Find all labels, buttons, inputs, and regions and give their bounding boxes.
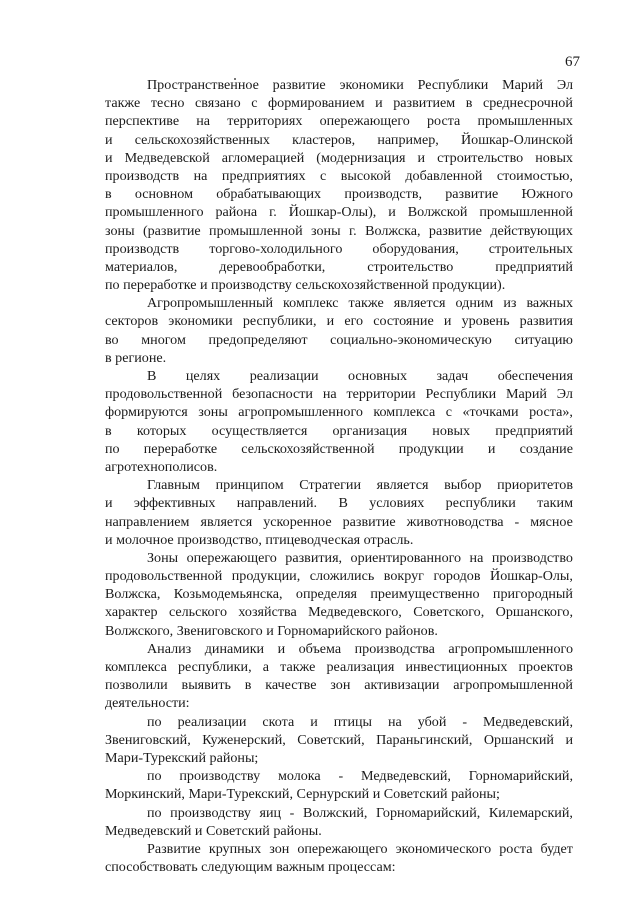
word: Куженерский, — [202, 731, 286, 748]
word: и — [443, 313, 452, 330]
text-line — [105, 112, 573, 130]
line-text: в регионе. — [105, 349, 167, 366]
word: Анализ — [147, 640, 192, 657]
word: ориентированного — [350, 549, 462, 566]
word: переработке — [143, 440, 218, 457]
word: динамики — [204, 640, 265, 657]
paragraph — [105, 804, 573, 840]
word: опережающего — [186, 549, 277, 566]
paragraph — [105, 840, 573, 876]
text-line — [105, 713, 573, 731]
word: направлением — [105, 513, 190, 530]
word: реализации — [249, 368, 319, 384]
word: развитие — [342, 513, 396, 530]
text-line — [105, 76, 573, 94]
line-text: Волжского, Звениговского и Горномарийского районов. — [105, 622, 438, 639]
word: сельскохозяйственной — [241, 440, 375, 457]
word: развития, — [285, 549, 343, 566]
word: формируются — [105, 404, 188, 421]
word: материалов, — [105, 258, 178, 275]
word: предприятиях — [221, 167, 306, 184]
word: на — [196, 113, 211, 130]
paragraph — [105, 76, 573, 294]
word: сложились — [309, 568, 375, 585]
word: производств — [105, 167, 180, 184]
word: сельскохозяйственных — [134, 131, 270, 148]
word: Волжска, — [105, 586, 161, 603]
word: Звениговский, — [105, 731, 191, 748]
word: и — [105, 149, 113, 166]
word: Стратегии — [299, 477, 362, 494]
word: позволили — [105, 677, 168, 694]
word: по — [147, 768, 162, 785]
word: пригородный — [492, 586, 573, 603]
word: комплекса — [105, 659, 167, 675]
word: стоимостью, — [496, 167, 573, 184]
word: Главным — [147, 477, 200, 494]
text-line — [105, 494, 573, 512]
text-line — [105, 203, 573, 221]
word: из — [503, 295, 517, 312]
text-line — [105, 785, 573, 803]
document-body — [105, 76, 573, 876]
word: Пространственное — [147, 77, 259, 93]
word: осуществляется — [211, 422, 308, 439]
word: основном — [134, 186, 193, 203]
word: и — [277, 640, 286, 657]
word: продовольственной — [105, 568, 223, 585]
word: (развитие — [142, 222, 201, 239]
word: на — [469, 549, 484, 566]
word: определяя — [295, 586, 358, 603]
word: по — [105, 440, 120, 457]
word: является — [393, 295, 446, 312]
word: зоны — [311, 222, 341, 239]
text-line — [105, 767, 573, 785]
word: животноводства — [406, 513, 504, 530]
word: перспективе — [105, 113, 180, 130]
word: Горномарийский, — [376, 804, 481, 821]
word: убой — [417, 713, 447, 730]
text-line — [105, 367, 573, 385]
word: Оршанский — [483, 731, 554, 748]
text-line — [105, 822, 573, 840]
word: Медведевский, — [360, 768, 451, 785]
word: обеспечения — [497, 368, 573, 384]
word: ускоренное — [263, 513, 332, 530]
line-text: Моркинский, Мари-Турекский, Сернурский и Советский районы; — [105, 786, 500, 803]
word: зон — [330, 677, 351, 694]
word: Килемарский, — [488, 804, 573, 821]
line-text: способствовать следующим важным процессам: — [105, 859, 396, 876]
word: опережающего — [297, 840, 388, 857]
word: инвестиционных — [405, 659, 508, 675]
text-line — [105, 185, 573, 203]
word: строительство — [437, 149, 524, 166]
text-line — [105, 731, 573, 749]
text-line — [105, 167, 573, 185]
word: выявить — [181, 677, 231, 694]
word: района — [215, 204, 258, 221]
word: г. — [348, 222, 357, 239]
line-text: агротехнополисов. — [105, 458, 218, 475]
word: мясное — [530, 513, 573, 530]
word: одним — [455, 295, 494, 312]
word: республики, — [177, 659, 252, 675]
word: его — [344, 313, 364, 330]
word: крупных — [208, 840, 262, 857]
word: на — [322, 386, 337, 403]
word: направлений. — [236, 495, 318, 512]
word: тесно — [150, 95, 185, 112]
word: новых — [432, 422, 471, 439]
word: Марий — [506, 386, 547, 403]
word: качестве — [265, 677, 317, 694]
text-line — [105, 276, 573, 294]
word: развитие — [445, 186, 499, 203]
word: состояние — [373, 313, 434, 330]
text-line — [105, 676, 573, 694]
word: предопределяют — [208, 331, 308, 348]
word: и — [388, 204, 396, 221]
word: новых — [535, 149, 573, 166]
text-line — [105, 603, 573, 621]
word: уровень — [461, 313, 510, 330]
word: развитием — [393, 95, 456, 112]
word: связано — [195, 95, 241, 112]
word: по — [147, 713, 162, 730]
word: и — [375, 95, 383, 112]
word: обрабатывающих — [216, 186, 322, 203]
word: В — [338, 495, 348, 512]
word: социально-экономическую — [330, 331, 492, 348]
word: экономики — [168, 313, 233, 330]
word: с — [445, 404, 452, 421]
word: формированием — [268, 95, 365, 112]
word: яиц — [259, 804, 282, 821]
word: - — [462, 713, 468, 730]
word: принципом — [215, 477, 284, 494]
paragraph — [105, 549, 573, 640]
text-line — [105, 513, 573, 531]
word: и — [105, 495, 113, 512]
word: Эл — [556, 77, 573, 93]
word: Волжской — [407, 204, 468, 221]
word: предприятий — [495, 258, 573, 275]
word: Йошкар-Олинской — [460, 131, 573, 148]
text-line — [105, 349, 573, 367]
word: хозяйства — [238, 604, 297, 621]
word: развитие — [428, 222, 482, 239]
paragraph — [105, 713, 573, 768]
word: республики — [445, 495, 516, 512]
word: городов — [433, 568, 481, 585]
word: реализации — [177, 713, 247, 730]
word: опережающего — [319, 113, 410, 130]
text-line — [105, 131, 573, 149]
word: производства — [354, 640, 435, 657]
word: агропромышленной — [453, 677, 573, 694]
word: а — [262, 659, 269, 675]
word: - — [289, 804, 295, 821]
text-line — [105, 312, 573, 330]
word: во — [105, 331, 119, 348]
word: Республики — [417, 77, 489, 93]
word: строительных — [488, 240, 573, 257]
text-line — [105, 858, 573, 876]
text-line — [105, 458, 573, 476]
text-line — [105, 94, 573, 112]
word: организация — [332, 422, 408, 439]
text-line — [105, 622, 573, 640]
text-line — [105, 694, 573, 712]
word: реализация — [326, 659, 395, 675]
text-line — [105, 258, 573, 276]
line-text: по переработке и производству сельскохозяйственной продукции). — [105, 277, 506, 294]
word: Медведевский, — [483, 713, 573, 730]
word: сельского — [168, 604, 228, 621]
word: промышленного — [105, 204, 204, 221]
word: территории — [346, 386, 416, 403]
word: промышленной — [209, 222, 303, 239]
word: роста», — [529, 404, 573, 421]
word: развитие — [272, 77, 326, 93]
word: условиях — [369, 495, 425, 512]
word: преимущественно — [370, 586, 480, 603]
word: агропромышленного — [448, 640, 573, 657]
word: производств — [105, 240, 180, 257]
word: Развитие — [147, 840, 201, 857]
word: среднесрочной — [482, 95, 573, 112]
word: комплекса — [373, 404, 436, 421]
word: таким — [537, 495, 573, 512]
word: в — [244, 677, 252, 694]
word: на — [193, 167, 208, 184]
word: роста — [499, 840, 533, 857]
word: с — [251, 95, 258, 112]
word: предприятий — [495, 422, 573, 439]
word: агломерацией — [221, 149, 305, 166]
word: и — [417, 149, 426, 166]
word: г. — [269, 204, 277, 221]
text-line — [105, 422, 573, 440]
paragraph — [105, 640, 573, 713]
word: Оршанского, — [495, 604, 573, 621]
word: зоны — [198, 404, 228, 421]
word: Медведевского, — [308, 604, 402, 621]
word: и — [326, 313, 335, 330]
word: по — [147, 804, 162, 821]
text-line — [105, 549, 573, 567]
line-text: Мари-Турекский районы; — [105, 749, 259, 766]
word: продовольственной — [105, 386, 223, 403]
word: комплекс — [283, 295, 339, 312]
text-line — [105, 476, 573, 494]
word: вокруг — [383, 568, 424, 585]
word: Южного — [521, 186, 573, 203]
line-text: и молочное производство, птицеводческая отрасль. — [105, 531, 414, 548]
text-line — [105, 840, 573, 858]
word: республики, — [242, 313, 317, 330]
word: производству — [179, 768, 261, 785]
word: которых — [136, 422, 187, 439]
word: активизации — [364, 677, 440, 694]
paragraph — [105, 767, 573, 803]
word: экономического — [395, 840, 492, 857]
word: Йошкар-Олы), — [288, 204, 377, 221]
word: Республики — [425, 386, 497, 403]
word: производству — [170, 804, 251, 821]
word: будет — [540, 840, 573, 857]
word: Горномарийский, — [468, 768, 573, 785]
word: Советский, — [297, 731, 365, 748]
word: ситуацию — [514, 331, 573, 348]
word: молока — [277, 768, 321, 785]
word: важных — [526, 295, 573, 312]
word: В — [147, 368, 157, 384]
word: основных — [348, 368, 407, 384]
word: птицы — [333, 713, 373, 730]
text-line — [105, 585, 573, 603]
word: является — [376, 477, 429, 494]
word: в — [105, 422, 112, 439]
word: деревообработки, — [219, 258, 326, 275]
paragraph — [105, 476, 573, 549]
word: с — [320, 167, 327, 184]
word: выбор — [444, 477, 482, 494]
word: на — [387, 713, 402, 730]
word: Медведевской — [124, 149, 210, 166]
word: характер — [105, 604, 158, 621]
word: промышленных — [477, 113, 573, 130]
word: «точками — [462, 404, 519, 421]
page-number: 67 — [565, 54, 580, 70]
text-line — [105, 403, 573, 421]
word: Волжска, — [365, 222, 421, 239]
word: строительство — [367, 258, 454, 275]
text-line — [105, 658, 573, 676]
word: безопасности — [232, 386, 313, 403]
word: Волжский, — [302, 804, 368, 821]
word: кластеров, — [292, 131, 356, 148]
word: - — [338, 768, 344, 785]
text-line — [105, 331, 573, 349]
paragraph — [105, 367, 573, 476]
word: Эл — [556, 386, 573, 403]
text-line — [105, 240, 573, 258]
word: (модернизация — [316, 149, 406, 166]
word: роста — [427, 113, 461, 130]
word: целях — [185, 368, 221, 384]
text-line — [105, 804, 573, 822]
text-line — [105, 385, 573, 403]
line-text: Медведевский и Советский районы. — [105, 822, 322, 839]
text-line — [105, 567, 573, 585]
word: также — [280, 659, 316, 675]
word: торгово-холодильного — [209, 240, 343, 257]
word: продукции — [398, 440, 464, 457]
word: проектов — [518, 659, 573, 675]
word: - — [514, 513, 520, 530]
word: например, — [377, 131, 439, 148]
text-line — [105, 294, 573, 312]
word: в — [465, 95, 473, 112]
word: высокой — [340, 167, 391, 184]
word: и — [310, 713, 318, 730]
word: задач — [436, 368, 469, 384]
text-line — [105, 222, 573, 240]
word: является — [200, 513, 253, 530]
word: зон — [269, 840, 290, 857]
word: и — [487, 440, 496, 457]
word: территориях — [227, 113, 303, 130]
word: эффективных — [133, 495, 216, 512]
word: и — [105, 131, 113, 148]
word: промышленной — [479, 204, 573, 221]
word: Советского, — [413, 604, 485, 621]
word: Агропромышленный — [147, 295, 274, 312]
word: развития — [519, 313, 573, 330]
text-line — [105, 531, 573, 549]
paragraph — [105, 294, 573, 367]
word: Марий — [502, 77, 544, 93]
word: Козьмодемьянска, — [173, 586, 283, 603]
word: в — [105, 186, 112, 203]
word: агропромышленного — [238, 404, 363, 421]
word: создание — [519, 440, 573, 457]
word: и — [565, 731, 573, 748]
word: действующих — [490, 222, 573, 239]
word: также — [348, 295, 384, 312]
word: многом — [141, 331, 186, 348]
text-line — [105, 749, 573, 767]
word: производство — [491, 549, 573, 566]
word: Параньгинский, — [376, 731, 473, 748]
word: производств, — [344, 186, 423, 203]
word: зоны — [105, 222, 135, 239]
text-line — [105, 149, 573, 167]
word: продукции, — [231, 568, 301, 585]
word: скота — [262, 713, 295, 730]
text-line — [105, 440, 573, 458]
word: Зоны — [147, 549, 179, 566]
word: добавленной — [405, 167, 483, 184]
word: Йошкар-Олы, — [490, 568, 573, 585]
word: также — [105, 95, 141, 112]
word: приоритетов — [497, 477, 573, 494]
text-line — [105, 640, 573, 658]
word: экономики — [339, 77, 404, 93]
line-text: деятельности: — [105, 695, 190, 712]
word: секторов — [105, 313, 159, 330]
word: оборудования, — [372, 240, 459, 257]
word: объема — [298, 640, 342, 657]
